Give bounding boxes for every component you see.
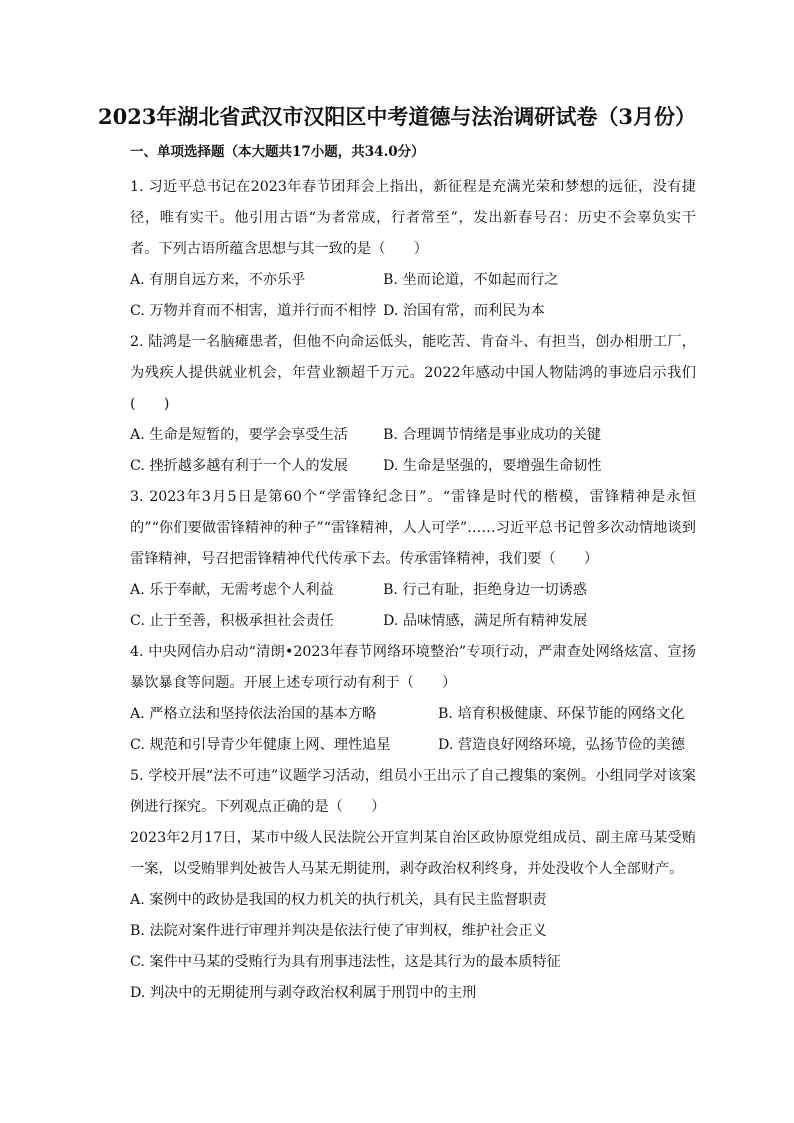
option-a: A. 乐于奉献，无需考虑个人利益 bbox=[130, 582, 334, 598]
question-text: 5. 学校开展“法不可违”议题学习活动，组员小王出示了自己搜集的案例。小组同学对该案例进行探究。下列观点正确的是（ ） bbox=[130, 768, 696, 815]
option-a: A. 严格立法和坚持依法治国的基本方略 bbox=[130, 706, 377, 722]
question-text: 1. 习近平总书记在2023年春节团拜会上指出，新征程是充满光荣和梦想的远征，没有捷径，唯有实干。他引用古语“为者常成，行者常至”，发出新春号召：历史不会辜负实干者。下列古语所蕴含思想与其一致的是（ ） bbox=[130, 179, 696, 257]
options bbox=[130, 420, 696, 482]
question-3 bbox=[130, 482, 696, 637]
option-c: C. 万物并育而不相害，道并行而不相悖 bbox=[130, 303, 377, 319]
options bbox=[130, 699, 696, 761]
option-c: C. 止于至善，积极承担社会责任 bbox=[130, 613, 334, 629]
question-list bbox=[130, 172, 696, 1009]
option-a: A. 生命是短暂的，要学会享受生活 bbox=[130, 427, 348, 443]
option-a: A. 有朋自远方来，不亦乐乎 bbox=[130, 272, 306, 288]
question-text: 3. 2023年3月5日是第60个“学雷锋纪念日”。“雷锋是时代的楷模，雷锋精神是永恒的”“你们要做雷锋精神的种子”“雷锋精神，人人可学”……习近平总书记曾多次动情地谈到雷锋精神，号召把雷锋精神代代传承下去。传承雷锋精神，我们要（ ） bbox=[130, 489, 696, 567]
option-d: D. 治国有常，而利民为本 bbox=[383, 303, 545, 319]
option-b: B. 行己有耻，拒绝身边一切诱惑 bbox=[383, 582, 587, 598]
case-material: 2023年2月17日，某市中级人民法院公开宣判某自治区政协原党组成员、副主席马某受贿一案，以受贿罪判处被告人马某无期徒刑，剥夺政治权利终身，并处没收个人全部财产。 bbox=[130, 830, 696, 877]
option-b: B. 坐而论道，不如起而行之 bbox=[383, 272, 559, 288]
option-b: B. 法院对案件进行审理并判决是依法行使了审判权，维护社会正义 bbox=[130, 923, 547, 939]
option-b: B. 培育积极健康、环保节能的网络文化 bbox=[438, 706, 685, 722]
option-a: A. 案例中的政协是我国的权力机关的执行机关，具有民主监督职责 bbox=[130, 892, 547, 908]
option-d: D. 营造良好网络环境，弘扬节俭的美德 bbox=[438, 737, 685, 753]
option-d: D. 判决中的无期徒刑与剥夺政治权利属于刑罚中的主刑 bbox=[130, 985, 477, 1001]
option-b: B. 合理调节情绪是事业成功的关键 bbox=[383, 427, 602, 443]
options bbox=[130, 265, 696, 327]
option-d: D. 品味情感，满足所有精神发展 bbox=[383, 613, 588, 629]
question-2 bbox=[130, 327, 696, 482]
option-c: C. 规范和引导青少年健康上网、理性追星 bbox=[130, 737, 391, 753]
option-c: C. 挫折越多越有利于一个人的发展 bbox=[130, 458, 348, 474]
question-text: 2. 陆鸿是一名脑瘫患者，但他不向命运低头，能吃苦、肯奋斗、有担当，创办相册工厂，为残疾人提供就业机会，年营业额超千万元。2022年感动中国人物陆鸿的事迹启示我们( ) bbox=[130, 334, 696, 412]
question-4 bbox=[130, 637, 696, 761]
section-heading: 一、单项选择题（本大题共17小题，共34.0分） bbox=[130, 144, 425, 160]
option-c: C. 案件中马某的受贿行为具有刑事违法性，这是其行为的最本质特征 bbox=[130, 954, 561, 970]
options bbox=[130, 575, 696, 637]
question-text: 4. 中央网信办启动“清朗•2023年春节网络环境整治”专项行动，严肃查处网络炫富、宣扬暴饮暴食等问题。开展上述专项行动有利于（ ） bbox=[130, 644, 696, 691]
exam-title: 2023年湖北省武汉市汉阳区中考道德与法治调研试卷（3月份） bbox=[97, 104, 697, 129]
question-5 bbox=[130, 761, 696, 1009]
option-d: D. 生命是坚强的，要增强生命韧性 bbox=[383, 458, 602, 474]
question-1 bbox=[130, 172, 696, 327]
